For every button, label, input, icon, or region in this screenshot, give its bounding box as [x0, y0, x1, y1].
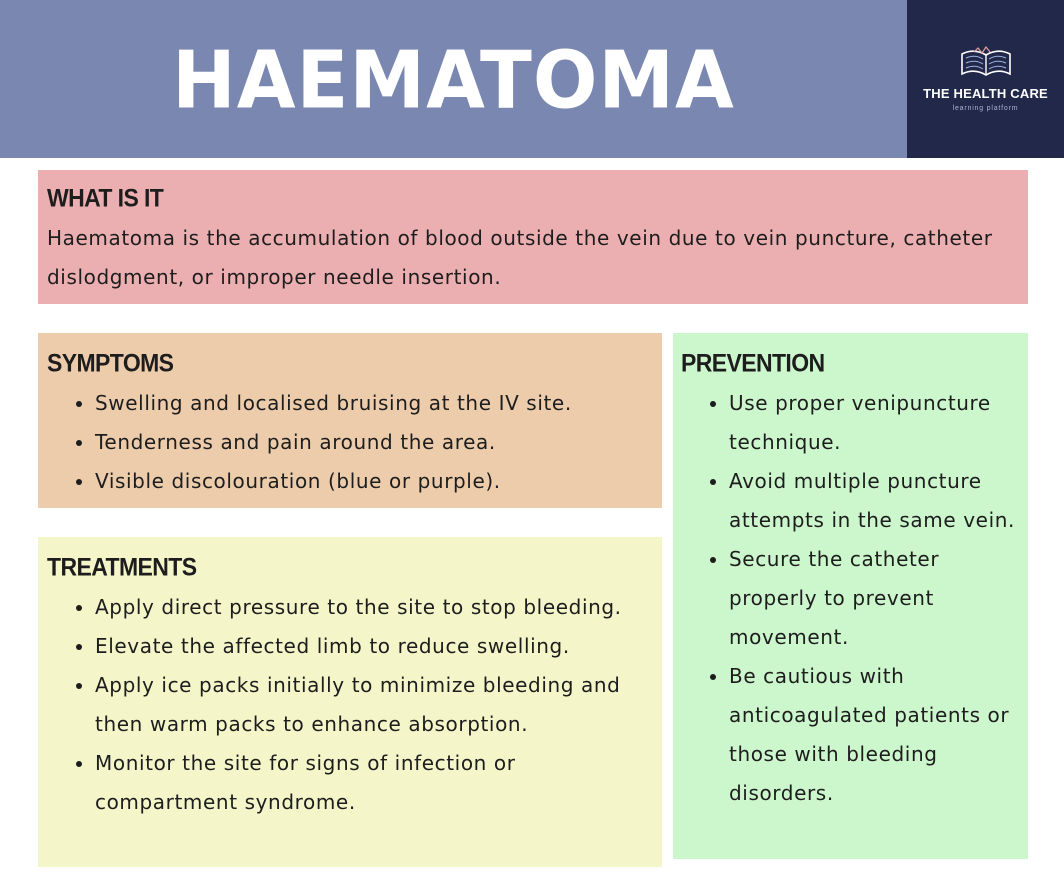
- symptoms-card: [38, 333, 662, 508]
- page-title: HAEMATOMA: [172, 32, 735, 126]
- prevention-card: [673, 333, 1028, 859]
- list-item: • Avoid multiple puncture attempts in the same vein.: [729, 462, 1018, 540]
- open-book-icon: [958, 46, 1014, 80]
- header-banner: [0, 0, 907, 158]
- prevention-heading: PREVENTION: [681, 349, 825, 378]
- list-item: • Apply ice packs initially to minimize bleeding and then warm packs to enhance absorption.: [95, 666, 652, 744]
- treatments-heading: TREATMENTS: [47, 553, 197, 582]
- logo-tagline: learning platform: [952, 105, 1019, 112]
- logo-name: THE HEALTH CARE: [923, 86, 1048, 101]
- prevention-list: [681, 384, 1018, 813]
- list-item: • Apply direct pressure to the site to stop bleeding.: [95, 588, 652, 627]
- logo: [907, 0, 1064, 158]
- list-item: • Elevate the affected limb to reduce swelling.: [95, 627, 652, 666]
- symptoms-list: [47, 384, 652, 501]
- symptoms-heading: SYMPTOMS: [47, 349, 174, 378]
- list-item: • Use proper venipuncture technique.: [729, 384, 1018, 462]
- list-item: • Be cautious with anticoagulated patients or those with bleeding disorders.: [729, 657, 1018, 813]
- what-heading: WHAT IS IT: [47, 184, 164, 213]
- list-item: • Visible discolouration (blue or purple).: [95, 462, 652, 501]
- list-item: • Monitor the site for signs of infection or compartment syndrome.: [95, 744, 652, 822]
- treatments-card: [38, 537, 662, 867]
- list-item: • Swelling and localised bruising at the IV site.: [95, 384, 652, 423]
- list-item: • Tenderness and pain around the area.: [95, 423, 652, 462]
- list-item: • Secure the catheter properly to prevent movement.: [729, 540, 1018, 657]
- treatments-list: [47, 588, 652, 822]
- what-text: Haematoma is the accumulation of blood outside the vein due to vein puncture, catheter dislodgment, or improper needle insertion.: [47, 226, 993, 289]
- what-is-it-card: [38, 170, 1028, 304]
